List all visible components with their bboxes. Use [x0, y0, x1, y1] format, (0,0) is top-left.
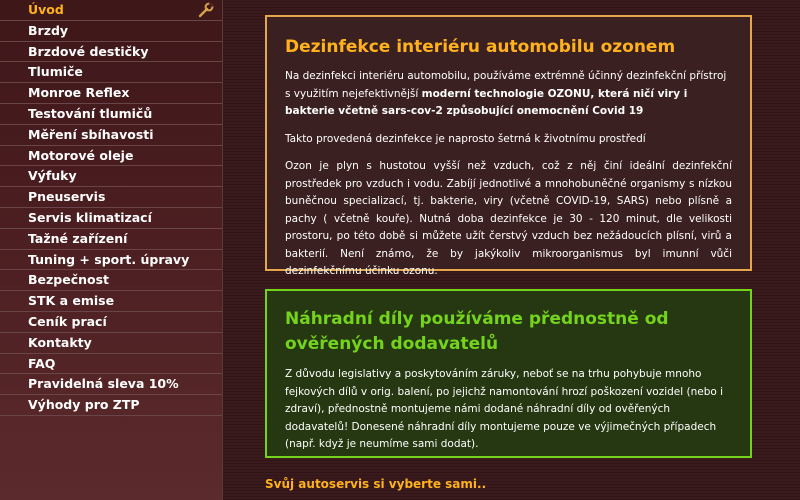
ozone-card-title: Dezinfekce interiéru automobilu ozonem: [285, 37, 676, 57]
menu-item-label: Testování tlumičů: [28, 105, 153, 121]
menu-item-motorove-oleje[interactable]: [0, 146, 222, 167]
menu-item-label: Monroe Reflex: [28, 85, 130, 101]
menu-item-label: Kontakty: [28, 334, 92, 350]
parts-paragraph: Z důvodu legislativy a poskytováním záruky, neboť se na trhu pohybuje mnoho fejkových dílů v orig. balení, po jejichž namontování hrozí poškození vozidel (nebo i zdraví), přednostně montujeme námi dodané náhradní díly od ověřených dodavatelů! Donesené náhradní díly montujeme pouze ve výjimečných případech (např. když je neumíme sami dodat).: [285, 368, 724, 450]
ozone-eco-paragraph: Takto provedená dezinfekce je naprosto šetrná k životnímu prostředí: [285, 132, 646, 145]
menu-item-pneuservis[interactable]: [0, 187, 222, 208]
menu-item-label: Pneuservis: [28, 189, 106, 205]
parts-card-title: Náhradní díly používáme přednostně od ověřených dodavatelů: [285, 309, 669, 354]
menu-item-mereni-sbihavosti[interactable]: [0, 125, 222, 146]
menu-item-label: Výhody pro ZTP: [28, 397, 140, 413]
menu-item-label: Servis klimatizací: [28, 209, 152, 225]
menu-item-kontakty[interactable]: [0, 333, 222, 354]
menu-item-label: Bezpečnost: [28, 272, 110, 288]
ozone-description-paragraph: Ozon je plyn s hustotou vyšší než vzduch, což z něj činí ideální dezinfekční prostředek pro vzduch i vodu. Zabíjí jednotlivé a mnohobuněčné organismy s nízkou buněčnou specializací, tj. bakterie, viry (včetně COVID-19, SARS) nebo plísně a pachy ( včetně kouře). Nutná doba dezinfekce je 30 - 120 minut, dle velikosti prostoru, po této době si můžete užít čerstvý vzduch bez nežádoucích plísní, virů a bakterií. Není známo, že by jakýkoliv mikroorganismus byl imunní vůči dezinfekčnímu účinku ozonu.: [285, 160, 732, 277]
menu-item-label: Výfuky: [28, 168, 77, 184]
menu-item-testovani-tlumicu[interactable]: [0, 104, 222, 125]
menu-item-label: Brzdové destičky: [28, 43, 149, 59]
menu-item-monroe-reflex[interactable]: [0, 83, 222, 104]
ozone-intro-paragraph: [285, 68, 732, 121]
menu-item-label: Měření sbíhavosti: [28, 126, 154, 142]
menu-item-cenik-praci[interactable]: [0, 312, 222, 333]
menu-list: [0, 0, 222, 416]
wrench-icon: [198, 2, 214, 18]
menu-item-tuning[interactable]: [0, 250, 222, 271]
menu-item-vyfuky[interactable]: [0, 166, 222, 187]
menu-item-label: Pravidelná sleva 10%: [28, 376, 179, 392]
menu-item-vyhody-ztp[interactable]: [0, 395, 222, 416]
menu-item-label: Tlumiče: [28, 64, 83, 80]
menu-item-label: Tuning + sport. úpravy: [28, 251, 190, 267]
menu-item-label: Úvod: [28, 2, 64, 17]
menu-item-uvod[interactable]: [0, 0, 222, 21]
sidebar-menu: [0, 0, 223, 500]
menu-item-brzdove-desticky[interactable]: [0, 42, 222, 63]
ozone-intro-text: Na dezinfekci interiéru automobilu, používáme extrémně účinný dezinfekční přístroj s využitím nejefektivnější: [285, 70, 727, 100]
menu-item-brzdy[interactable]: [0, 21, 222, 42]
spare-parts-card: [265, 289, 752, 458]
menu-item-label: STK a emise: [28, 293, 115, 309]
menu-item-label: Motorové oleje: [28, 147, 134, 163]
menu-item-label: Brzdy: [28, 22, 69, 38]
menu-item-bezpecnost[interactable]: [0, 270, 222, 291]
menu-item-label: Tažné zařízení: [28, 230, 128, 246]
ozone-intro-bold-text: moderní technologie OZONU, která ničí viry i bakterie včetně sars-cov-2 způsobující onemocnění Covid 19: [285, 87, 688, 117]
menu-item-faq[interactable]: [0, 354, 222, 375]
menu-item-label: FAQ: [28, 355, 56, 371]
choose-autoservice-link[interactable]: Svůj autoservis si vyberte sami..: [265, 477, 487, 491]
ozone-disinfection-card: [265, 15, 752, 277]
menu-item-sleva[interactable]: [0, 374, 222, 395]
menu-item-label: Ceník prací: [28, 313, 107, 329]
menu-item-tlumice[interactable]: [0, 62, 222, 83]
menu-item-servis-klimatizaci[interactable]: [0, 208, 222, 229]
menu-item-stk-emise[interactable]: [0, 291, 222, 312]
menu-item-tazne-zarizeni[interactable]: [0, 229, 222, 250]
